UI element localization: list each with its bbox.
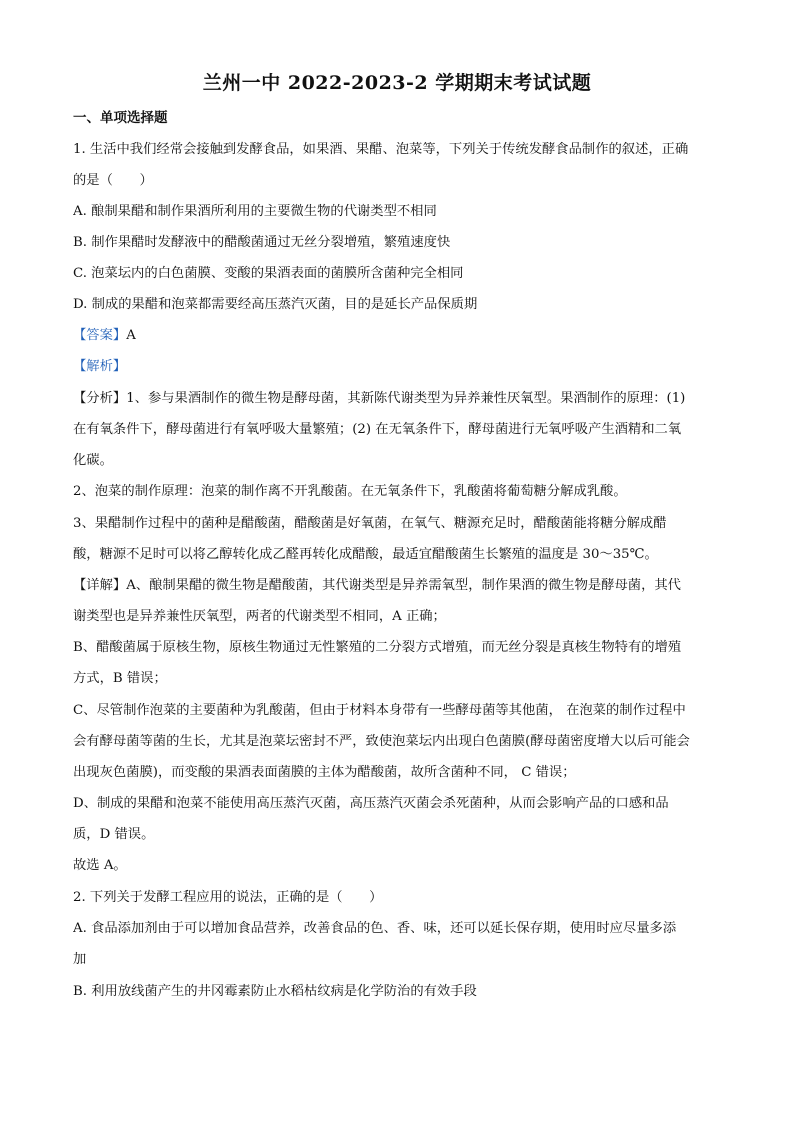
- xiangjie-text-1: A、酿制果醋的微生物是醋酸菌，其代谢类型是异养需氧型，制作果酒的微生物是酵母菌，其代: [126, 578, 681, 593]
- section-heading: 一、单项选择题: [73, 110, 168, 126]
- xiangjie-line-5: C、尽管制作泡菜的主要菌种为乳酸菌，但由于材料本身带有一些酵母菌等其他菌， 在泡菜的制作过程中: [73, 703, 686, 718]
- fenxi-line-1: [73, 389, 733, 409]
- question-1-stem-line-1: 1. 生活中我们经常会接触到发酵食品，如果酒、果醋、泡菜等，下列关于传统发酵食品制作的叙述，正确: [73, 142, 689, 157]
- fenxi-line-6: 酸，糖源不足时可以将乙醇转化成乙醛再转化成醋酸，最适宜醋酸菌生长繁殖的温度是 30～35℃。: [73, 547, 658, 562]
- xiangjie-line-9: 质，D 错误。: [73, 827, 155, 842]
- xiangjie-line-4: 方式，B 错误；: [73, 671, 167, 686]
- fenxi-line-3: 化碳。: [73, 453, 113, 468]
- xiangjie-line-3: B、醋酸菌属于原核生物，原核生物通过无性繁殖的二分裂方式增殖，而无丝分裂是真核生物特有的增殖: [73, 640, 682, 655]
- question-1-option-b: B. 制作果醋时发酵液中的醋酸菌通过无丝分裂增殖，繁殖速度快: [73, 235, 451, 250]
- fenxi-line-2: 在有氧条件下，酵母菌进行有氧呼吸大量繁殖；(2) 在无氧条件下，酵母菌进行无氧呼吸产生酒精和二氧: [73, 422, 682, 437]
- xiangjie-line-7: 出现灰色菌膜)，而变酸的果酒表面菌膜的主体为醋酸菌，故所含菌种不同， C 错误；: [73, 765, 576, 780]
- question-2-option-a-line-1: A. 食品添加剂由于可以增加食品营养，改善食品的色、香、味，还可以延长保存期，使用时应尽量多添: [73, 921, 677, 936]
- conclusion-line: 故选 A。: [73, 858, 127, 873]
- answer-line: [73, 326, 733, 346]
- xiangjie-line-2: 谢类型也是异养兼性厌氧型，两者的代谢类型不相同，A 正确；: [73, 609, 446, 624]
- question-2-option-b: B. 利用放线菌产生的井冈霉素防止水稻枯纹病是化学防治的有效手段: [73, 984, 477, 999]
- xiangjie-line-1: [73, 576, 733, 596]
- analysis-line: [73, 357, 733, 377]
- question-2-stem: 2. 下列关于发酵工程应用的说法，正确的是（ ）: [73, 890, 383, 905]
- question-1-option-c: C. 泡菜坛内的白色菌膜、变酸的果酒表面的菌膜所含菌种完全相同: [73, 266, 464, 281]
- fenxi-line-5: 3、果醋制作过程中的菌种是醋酸菌，醋酸菌是好氧菌，在氧气、糖源充足时，醋酸菌能将糖分解成醋: [73, 516, 667, 531]
- question-2-option-a-line-2: 加: [73, 952, 87, 967]
- xiangjie-line-6: 会有酵母菌等菌的生长，尤其是泡菜坛密封不严，致使泡菜坛内出现白色菌膜(酵母菌密度增大以后可能会: [73, 734, 690, 749]
- fenxi-line-4: 2、泡菜的制作原理：泡菜的制作离不开乳酸菌。在无氧条件下，乳酸菌将葡萄糖分解成乳酸。: [73, 484, 627, 499]
- xiangjie-tag: 【详解】: [73, 578, 127, 593]
- answer-value: A: [126, 328, 136, 343]
- fenxi-text-1: 1、参与果酒制作的微生物是酵母菌，其新陈代谢类型为异养兼性厌氧型。果酒制作的原理：(1): [126, 391, 686, 406]
- answer-tag: 【答案】: [73, 328, 127, 343]
- question-1-stem-line-2: 的是（ ）: [73, 173, 153, 188]
- fenxi-tag: 【分析】: [73, 391, 127, 406]
- xiangjie-line-8: D、制成的果醋和泡菜不能使用高压蒸汽灭菌，高压蒸汽灭菌会杀死菌种，从而会影响产品的口感和品: [73, 796, 669, 811]
- page-title: 兰州一中 2022-2023-2 学期期末考试试题: [202, 72, 592, 94]
- question-1-option-a: A. 酿制果醋和制作果酒所利用的主要微生物的代谢类型不相同: [73, 204, 437, 219]
- analysis-tag: 【解析】: [73, 359, 127, 374]
- question-1-option-d: D. 制成的果醋和泡菜都需要经高压蒸汽灭菌，目的是延长产品保质期: [73, 297, 478, 312]
